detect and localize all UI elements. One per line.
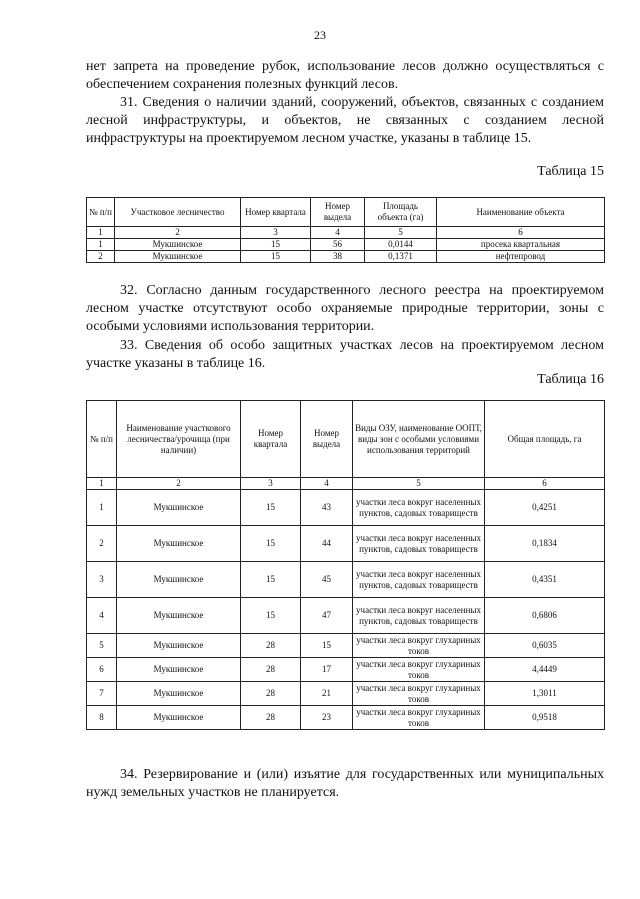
table-cell: 0,0144 (365, 239, 437, 251)
table-cell: Мукшинское (117, 490, 241, 526)
table-cell: 28 (241, 706, 301, 730)
table-cell: Мукшинское (115, 251, 241, 263)
paragraph-31: 31. Сведения о наличии зданий, сооружений, объектов, связанных с созданием лесной инфраструктуры, и объектов, не связанных с созданием лесной инфраструктуры на проектируемом лесном участке, указаны в таблице 15. (86, 95, 604, 146)
table-cell: 1 (87, 490, 117, 526)
paragraph-continuation: нет запрета на проведение рубок, использование лесов должно осуществляться с обеспечением сохранения полезных функций лесов. (86, 59, 604, 92)
table-cell: 15 (241, 239, 311, 251)
table-cell: 0,4251 (485, 490, 605, 526)
table-cell: Мукшинское (117, 562, 241, 598)
table-15-column-numbers-row (87, 227, 605, 239)
table-row (87, 598, 605, 634)
table-row (87, 682, 605, 706)
table-cell: нефтепровод (437, 251, 605, 263)
table-cell: 1,3011 (485, 682, 605, 706)
table-cell: 4 (87, 598, 117, 634)
paragraph-33: 33. Сведения об особо защитных участках лесов на проектируемом лесном участке указаны в таблице 16. (86, 338, 604, 371)
t16-header-cell: Общая площадь, га (485, 401, 605, 478)
table-15-title: Таблица 15 (537, 164, 604, 179)
table-row (87, 634, 605, 658)
table-cell: участки леса вокруг глухариных токов (353, 706, 485, 730)
table-cell: 5 (87, 634, 117, 658)
table-cell: 6 (87, 658, 117, 682)
table-15-header-row (87, 198, 605, 227)
page-number: 23 (314, 28, 326, 42)
t16-colnum-cell: 1 (87, 478, 117, 490)
paragraph-32: 32. Согласно данным государственного лесного реестра на проектируемом лесном участке отсутствуют особо охраняемые природные территории, зоны с особыми условиями использования территории. (86, 283, 604, 334)
table-cell: 45 (301, 562, 353, 598)
t16-colnum-cell: 3 (241, 478, 301, 490)
t15-header-cell: Номер квартала (241, 198, 311, 227)
t16-header-cell: Номер квартала (241, 401, 301, 478)
table-cell: 15 (241, 251, 311, 263)
table-16-column-numbers-row (87, 478, 605, 490)
table-cell: Мукшинское (117, 634, 241, 658)
table-row (87, 239, 605, 251)
table-16-title: Таблица 16 (537, 372, 604, 387)
table-cell: 15 (241, 490, 301, 526)
t15-header-cell: Площадь объекта (га) (365, 198, 437, 227)
table-cell: 56 (311, 239, 365, 251)
table-cell: 17 (301, 658, 353, 682)
table-cell: 0,6035 (485, 634, 605, 658)
t16-colnum-cell: 2 (117, 478, 241, 490)
t15-header-cell: № п/п (87, 198, 115, 227)
t15-header-cell: Номер выдела (311, 198, 365, 227)
table-cell: участки леса вокруг населенных пунктов, садовых товариществ (353, 526, 485, 562)
table-cell: 15 (301, 634, 353, 658)
table-cell: 21 (301, 682, 353, 706)
t16-colnum-cell: 6 (485, 478, 605, 490)
table-cell: Мукшинское (117, 658, 241, 682)
table-cell: просека квартальная (437, 239, 605, 251)
table-cell: участки леса вокруг населенных пунктов, садовых товариществ (353, 562, 485, 598)
table-cell: Мукшинское (117, 526, 241, 562)
t16-header-cell: Виды ОЗУ, наименование ООПТ, виды зон с особыми условиями использования территорий (353, 401, 485, 478)
table-16 (86, 400, 605, 730)
table-cell: участки леса вокруг глухариных токов (353, 658, 485, 682)
table-cell: 15 (241, 562, 301, 598)
t15-colnum-cell: 1 (87, 227, 115, 239)
table-cell: 0,4351 (485, 562, 605, 598)
table-cell: 2 (87, 251, 115, 263)
table-cell: 0,6806 (485, 598, 605, 634)
table-row (87, 526, 605, 562)
table-row (87, 658, 605, 682)
table-cell: Мукшинское (115, 239, 241, 251)
t15-colnum-cell: 6 (437, 227, 605, 239)
table-cell: 2 (87, 526, 117, 562)
table-15 (86, 197, 605, 263)
table-cell: участки леса вокруг населенных пунктов, садовых товариществ (353, 598, 485, 634)
table-16-header-row (87, 401, 605, 478)
t15-colnum-cell: 5 (365, 227, 437, 239)
table-cell: 15 (241, 526, 301, 562)
table-row (87, 562, 605, 598)
paragraph-34: 34. Резервирование и (или) изъятие для государственных или муниципальных нужд земельных участков не планируется. (86, 767, 604, 800)
table-cell: Мукшинское (117, 682, 241, 706)
table-row (87, 706, 605, 730)
table-cell: 28 (241, 682, 301, 706)
t15-header-cell: Участковое лесничество (115, 198, 241, 227)
table-cell: 0,1371 (365, 251, 437, 263)
table-cell: 3 (87, 562, 117, 598)
table-row (87, 490, 605, 526)
t16-colnum-cell: 4 (301, 478, 353, 490)
table-cell: Мукшинское (117, 706, 241, 730)
table-cell: 4,4449 (485, 658, 605, 682)
t16-colnum-cell: 5 (353, 478, 485, 490)
t15-colnum-cell: 3 (241, 227, 311, 239)
table-cell: участки леса вокруг глухариных токов (353, 682, 485, 706)
table-cell: 28 (241, 658, 301, 682)
table-cell: 38 (311, 251, 365, 263)
table-cell: 44 (301, 526, 353, 562)
table-cell: участки леса вокруг населенных пунктов, садовых товариществ (353, 490, 485, 526)
t16-header-cell: Номер выдела (301, 401, 353, 478)
t16-header-cell: Наименование участкового лесничества/урочища (при наличии) (117, 401, 241, 478)
table-row (87, 251, 605, 263)
t15-header-cell: Наименование объекта (437, 198, 605, 227)
t16-header-cell: № п/п (87, 401, 117, 478)
table-cell: Мукшинское (117, 598, 241, 634)
t15-colnum-cell: 2 (115, 227, 241, 239)
table-cell: 47 (301, 598, 353, 634)
table-cell: 8 (87, 706, 117, 730)
table-cell: 15 (241, 598, 301, 634)
t15-colnum-cell: 4 (311, 227, 365, 239)
table-cell: участки леса вокруг глухариных токов (353, 634, 485, 658)
table-cell: 0,1834 (485, 526, 605, 562)
table-cell: 28 (241, 634, 301, 658)
table-cell: 23 (301, 706, 353, 730)
table-cell: 1 (87, 239, 115, 251)
table-cell: 7 (87, 682, 117, 706)
table-cell: 0,9518 (485, 706, 605, 730)
table-cell: 43 (301, 490, 353, 526)
